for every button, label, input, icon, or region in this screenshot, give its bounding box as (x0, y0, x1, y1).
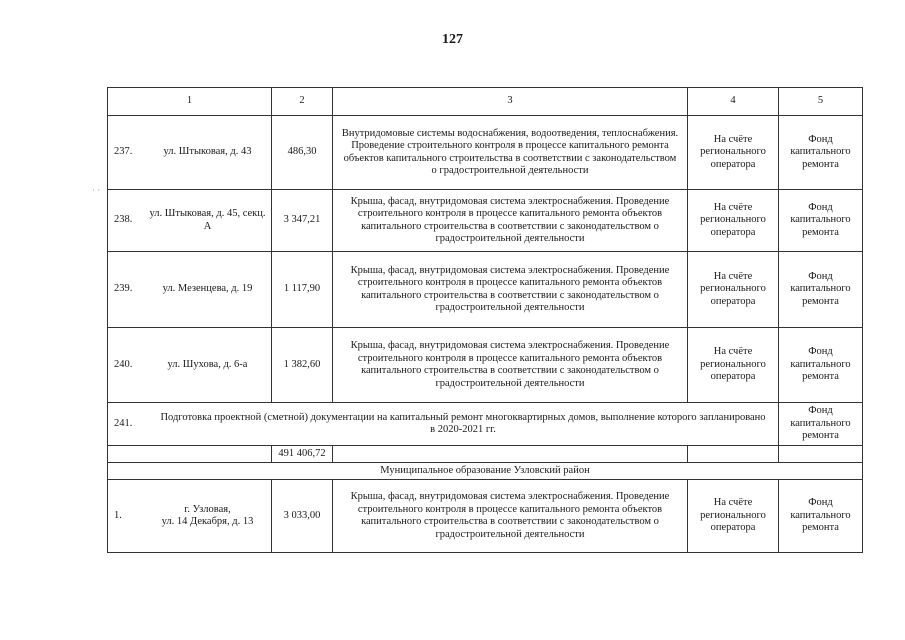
cost-cell: 3 347,21 (272, 190, 333, 252)
address: ул. Штыковая, д. 43 (163, 146, 252, 158)
cost-cell: 486,30 (272, 116, 333, 190)
header-col-1: 1 (108, 88, 272, 116)
account-cell: На счёте регионального оператора (688, 480, 779, 553)
cost-cell: 1 117,90 (272, 252, 333, 328)
address-line-2: ул. 14 Декабря, д. 13 (161, 516, 254, 527)
row-number: 237. (114, 146, 133, 158)
source-cell: Фонд капитального ремонта (779, 190, 863, 252)
header-col-5: 5 (779, 88, 863, 116)
address-cell (108, 252, 272, 328)
cost-cell: 3 033,00 (272, 480, 333, 553)
total-row (108, 446, 863, 463)
total-cell: 491 406,72 (272, 446, 333, 463)
cost-cell: 1 382,60 (272, 328, 333, 403)
header-row (108, 88, 863, 116)
table-row (108, 403, 863, 446)
address-line-1: г. Узловая, (184, 503, 231, 515)
row-number: 239. (114, 283, 133, 295)
empty-cell (108, 446, 272, 463)
table-row (108, 480, 863, 553)
row-number: 1. (114, 509, 122, 521)
source-cell: Фонд капитального ремонта (779, 252, 863, 328)
source-cell: Фонд капитального ремонта (779, 328, 863, 403)
scan-artifact: · · (92, 185, 101, 195)
header-col-2: 2 (272, 88, 333, 116)
row-number: 238. (114, 214, 133, 226)
empty-cell (333, 446, 688, 463)
table-row (108, 116, 863, 190)
header-col-3: 3 (333, 88, 688, 116)
account-cell: На счёте регионального оператора (688, 190, 779, 252)
table-row (108, 252, 863, 328)
account-cell: На счёте регионального оператора (688, 116, 779, 190)
address-cell (108, 328, 272, 403)
works-cell: Внутридомовые системы водоснабжения, водоотведения, теплоснабжения. Проведение строительного контроля в процессе капитального ремонта объектов капитального строительства в соответствии с законодательством о градостроительной деятельности (333, 116, 688, 190)
address-cell (108, 480, 272, 553)
address (148, 504, 271, 529)
address-cell (108, 116, 272, 190)
account-cell: На счёте регионального оператора (688, 328, 779, 403)
address: ул. Мезенцева, д. 19 (162, 283, 253, 295)
works-cell: Крыша, фасад, внутридомовая система электроснабжения. Проведение строительного контроля в процессе капитального ремонта объектов капитального строительства в соответствии с законодательством о градостроительной деятельности (333, 190, 688, 252)
works-cell: Крыша, фасад, внутридомовая система электроснабжения. Проведение строительного контроля в процессе капитального ремонта объектов капитального строительства в соответствии с законодательством о градостроительной деятельности (333, 328, 688, 403)
section-row (108, 463, 863, 480)
address-cell (108, 190, 272, 252)
account-cell: На счёте регионального оператора (688, 252, 779, 328)
municipality-heading: Муниципальное образование Узловский район (108, 463, 863, 480)
table-row (108, 190, 863, 252)
address: ул. Шухова, д. 6-а (167, 358, 248, 370)
source-cell: Фонд капитального ремонта (779, 403, 863, 446)
works-cell: Крыша, фасад, внутридомовая система электроснабжения. Проведение строительного контроля в процессе капитального ремонта объектов капитального строительства в соответствии с законодательством о градостроительной деятельности (333, 252, 688, 328)
source-cell: Фонд капитального ремонта (779, 116, 863, 190)
design-docs-text: Подготовка проектной (сметной) документации на капитальный ремонт многоквартирных домов, выполнение которого запланировано в 2020-2021 гг. (160, 411, 766, 435)
row-number: 241. (114, 417, 133, 429)
works-cell: Крыша, фасад, внутридомовая система электроснабжения. Проведение строительного контроля в процессе капитального ремонта объектов капитального строительства в соответствии с законодательством о градостроительной деятельности (333, 480, 688, 553)
page-number: 127 (442, 32, 463, 47)
repair-program-table (107, 87, 863, 553)
row-number: 240. (114, 358, 133, 370)
empty-cell (688, 446, 779, 463)
source-cell: Фонд капитального ремонта (779, 480, 863, 553)
empty-cell (779, 446, 863, 463)
table-row (108, 328, 863, 403)
header-col-4: 4 (688, 88, 779, 116)
design-docs-cell (108, 403, 779, 446)
address: ул. Штыковая, д. 45, секц. А (149, 208, 266, 232)
